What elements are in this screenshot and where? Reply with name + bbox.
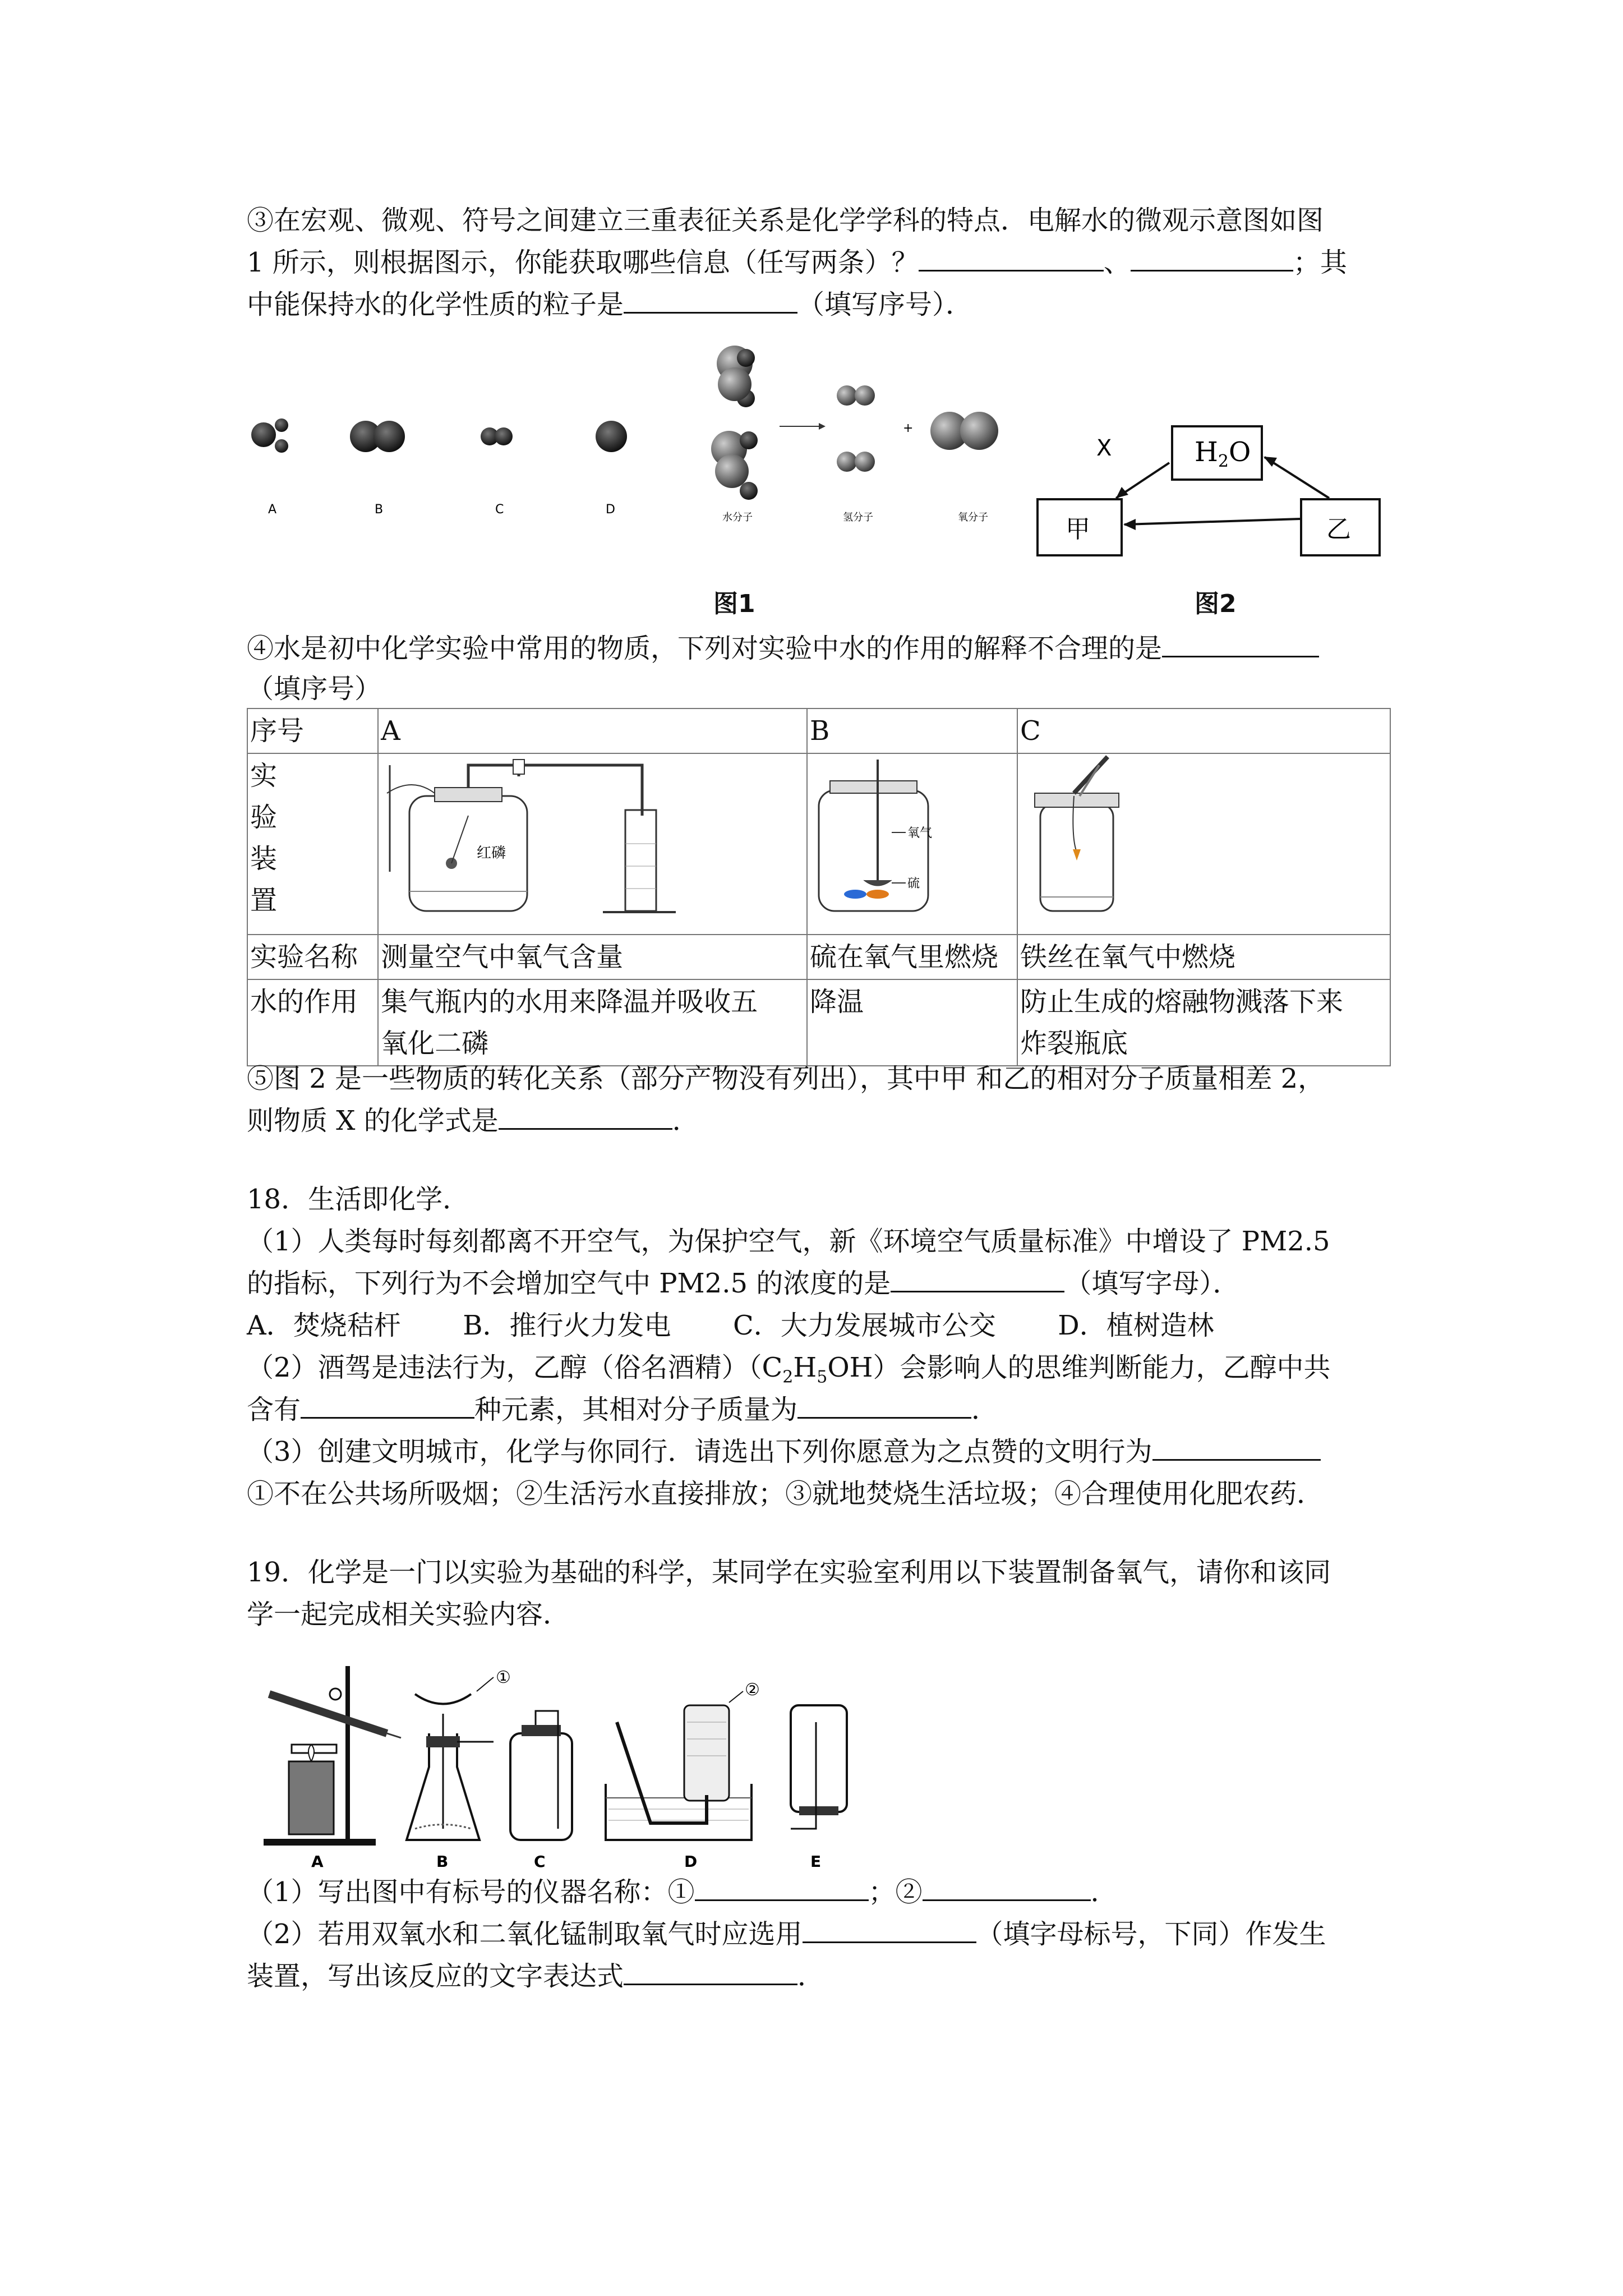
- box-jia: 甲: [1066, 515, 1090, 544]
- name-a: 测量空气中氧气含量: [378, 935, 807, 979]
- table-row: [247, 708, 1390, 753]
- q19-label-e: E: [810, 1852, 822, 1868]
- molecule-a: [251, 418, 288, 453]
- option-d: D．植树造林: [1058, 1310, 1214, 1341]
- water-c: 防止生成的熔融物溅落下来 炸裂瓶底: [1017, 979, 1390, 1066]
- table-row: [247, 753, 1390, 935]
- name-c: 铁丝在氧气中燃烧: [1017, 935, 1390, 979]
- header-seq: 序号: [247, 708, 378, 753]
- label-red-phosphorus: 红磷: [477, 845, 506, 862]
- label-water-molecule: 水分子: [722, 512, 753, 523]
- q18-s1-line1: （1）人类每时每刻都离不开空气，为保护空气，新《环境空气质量标准》中增设了 PM2.5: [247, 1226, 1330, 1257]
- label-oxygen-molecule: 氧分子: [958, 512, 988, 523]
- q18-s2-line2: 含有 种元素，其相对分子质量为 ．: [247, 1388, 1396, 1431]
- apparatus-e-bottle: [791, 1705, 847, 1829]
- q19-label-d: D: [684, 1852, 698, 1868]
- q17-p5-line1: ⑤图 2 是一些物质的转化关系（部分产物没有列出），其中甲 和乙的相对分子质量相差 2，: [247, 1063, 1325, 1094]
- apparatus-d-trough: [606, 1691, 751, 1840]
- option-b: B．推行火力发电: [463, 1310, 671, 1341]
- apparatus-c: [1018, 754, 1388, 922]
- plus-sign: +: [903, 421, 914, 435]
- figure-1-caption: 图1: [713, 590, 755, 618]
- label-sulfur: 硫: [907, 877, 920, 891]
- figure-2-caption: 图2: [1195, 590, 1237, 618]
- arrow-yi-h2o: [1265, 457, 1329, 498]
- device-label: 实 验 装 置: [247, 753, 378, 935]
- q17-p4-line2: （填序号）: [247, 673, 382, 705]
- q19-label-b: B: [436, 1852, 449, 1868]
- apparatus-b: [808, 754, 1015, 922]
- q18-s1-line2: 的指标，下列行为不会增加空气中 PM2.5 的浓度的是 （填写字母）．: [247, 1262, 1396, 1305]
- q19-s2-line2: 装置，写出该反应的文字表达式 ．: [247, 1955, 1396, 1998]
- molecule-b: [350, 421, 405, 452]
- molecule-c: [481, 427, 513, 445]
- q17-p3-line2: 1 所示，则根据图示，你能获取哪些信息（任写两条）？ 、 ；其: [247, 241, 1396, 284]
- figure-2-conversion: [1032, 415, 1402, 572]
- h2o-formula: $H_2O$: [1195, 436, 1251, 471]
- apparatus-b-cell: [807, 753, 1017, 935]
- mark-1: ①: [496, 1668, 511, 1687]
- q19-s2-line1: （2）若用双氧水和二氧化锰制取氧气时应选用 （填字母标号，下同）作发生: [247, 1913, 1396, 1955]
- figure-q19-apparatus: [258, 1660, 875, 1868]
- q17-p3-line3: 中能保持水的化学性质的粒子是 （填写序号）．: [247, 283, 1396, 326]
- name-label: 实验名称: [247, 935, 378, 979]
- name-b: 硫在氧气里燃烧: [807, 935, 1017, 979]
- label-d: D: [606, 503, 615, 517]
- q18-s2-line1: （2）酒驾是违法行为，乙醇（俗名酒精）$(C_2H_5OH)$会影响人的思维判断能力，乙醇中共: [247, 1352, 1331, 1387]
- label-x: X: [1096, 435, 1112, 461]
- q19-label-c: C: [534, 1852, 546, 1868]
- hydrogen-molecules: [837, 385, 875, 472]
- option-a: A．焚烧秸杆: [247, 1310, 401, 1341]
- box-yi: 乙: [1326, 515, 1351, 544]
- label-oxygen: 氧气: [907, 826, 933, 840]
- figure-1-electrolysis: [241, 331, 1026, 623]
- apparatus-b-flask: [407, 1677, 494, 1840]
- q17-p3-line1: ③在宏观、微观、符号之间建立三重表征关系是化学学科的特点．电解水的微观示意图如图: [247, 205, 1324, 236]
- option-c: C．大力发展城市公交: [733, 1310, 996, 1341]
- header-c: C: [1017, 708, 1390, 753]
- label-a: A: [268, 503, 277, 517]
- apparatus-a: [379, 754, 805, 922]
- water-molecules: [711, 346, 758, 500]
- oxygen-molecule: [930, 412, 998, 450]
- experiment-table: [247, 708, 1391, 1066]
- header-a: A: [378, 708, 807, 753]
- table-row: [247, 979, 1390, 1066]
- q17-p4-line1: ④水是初中化学实验中常用的物质，下列对实验中水的作用的解释不合理的是: [247, 627, 1396, 670]
- q19-line1: 19．化学是一门以实验为基础的科学，某同学在实验室利用以下装置制备氧气，请你和该同: [247, 1557, 1331, 1588]
- apparatus-c-cell: [1017, 753, 1390, 935]
- arrow-yi-jia: [1124, 519, 1300, 524]
- q18-options: [247, 1304, 1396, 1347]
- q19-line2: 学一起完成相关实验内容．: [247, 1599, 570, 1630]
- apparatus-a-heating: [264, 1666, 401, 1846]
- q19-s1: （1）写出图中有标号的仪器名称：① ；② ．: [247, 1871, 1396, 1913]
- water-label: 水的作用: [247, 979, 378, 1066]
- table-row: [247, 935, 1390, 979]
- label-hydrogen-molecule: 氢分子: [843, 512, 873, 523]
- water-b: 降温: [807, 979, 1017, 1066]
- apparatus-a-cell: [378, 753, 807, 935]
- label-c: C: [495, 503, 504, 517]
- label-b: B: [375, 503, 384, 517]
- q18-title: 18．生活即化学．: [247, 1184, 470, 1215]
- water-a: 集气瓶内的水用来降温并吸收五 氧化二磷: [378, 979, 807, 1066]
- q17-p5-line2: 则物质 X 的化学式是 ．: [247, 1099, 1396, 1142]
- apparatus-c-bottle: [510, 1711, 572, 1840]
- q19-label-a: A: [311, 1852, 324, 1868]
- atom-d: [596, 421, 627, 452]
- header-b: B: [807, 708, 1017, 753]
- q18-s3-line2: ①不在公共场所吸烟；②生活污水直接排放；③就地焚烧生活垃圾；④合理使用化肥农药．: [247, 1478, 1324, 1510]
- q18-s3-line1: （3）创建文明城市，化学与你同行．请选出下列你愿意为之点赞的文明行为: [247, 1430, 1396, 1473]
- mark-2: ②: [745, 1680, 760, 1700]
